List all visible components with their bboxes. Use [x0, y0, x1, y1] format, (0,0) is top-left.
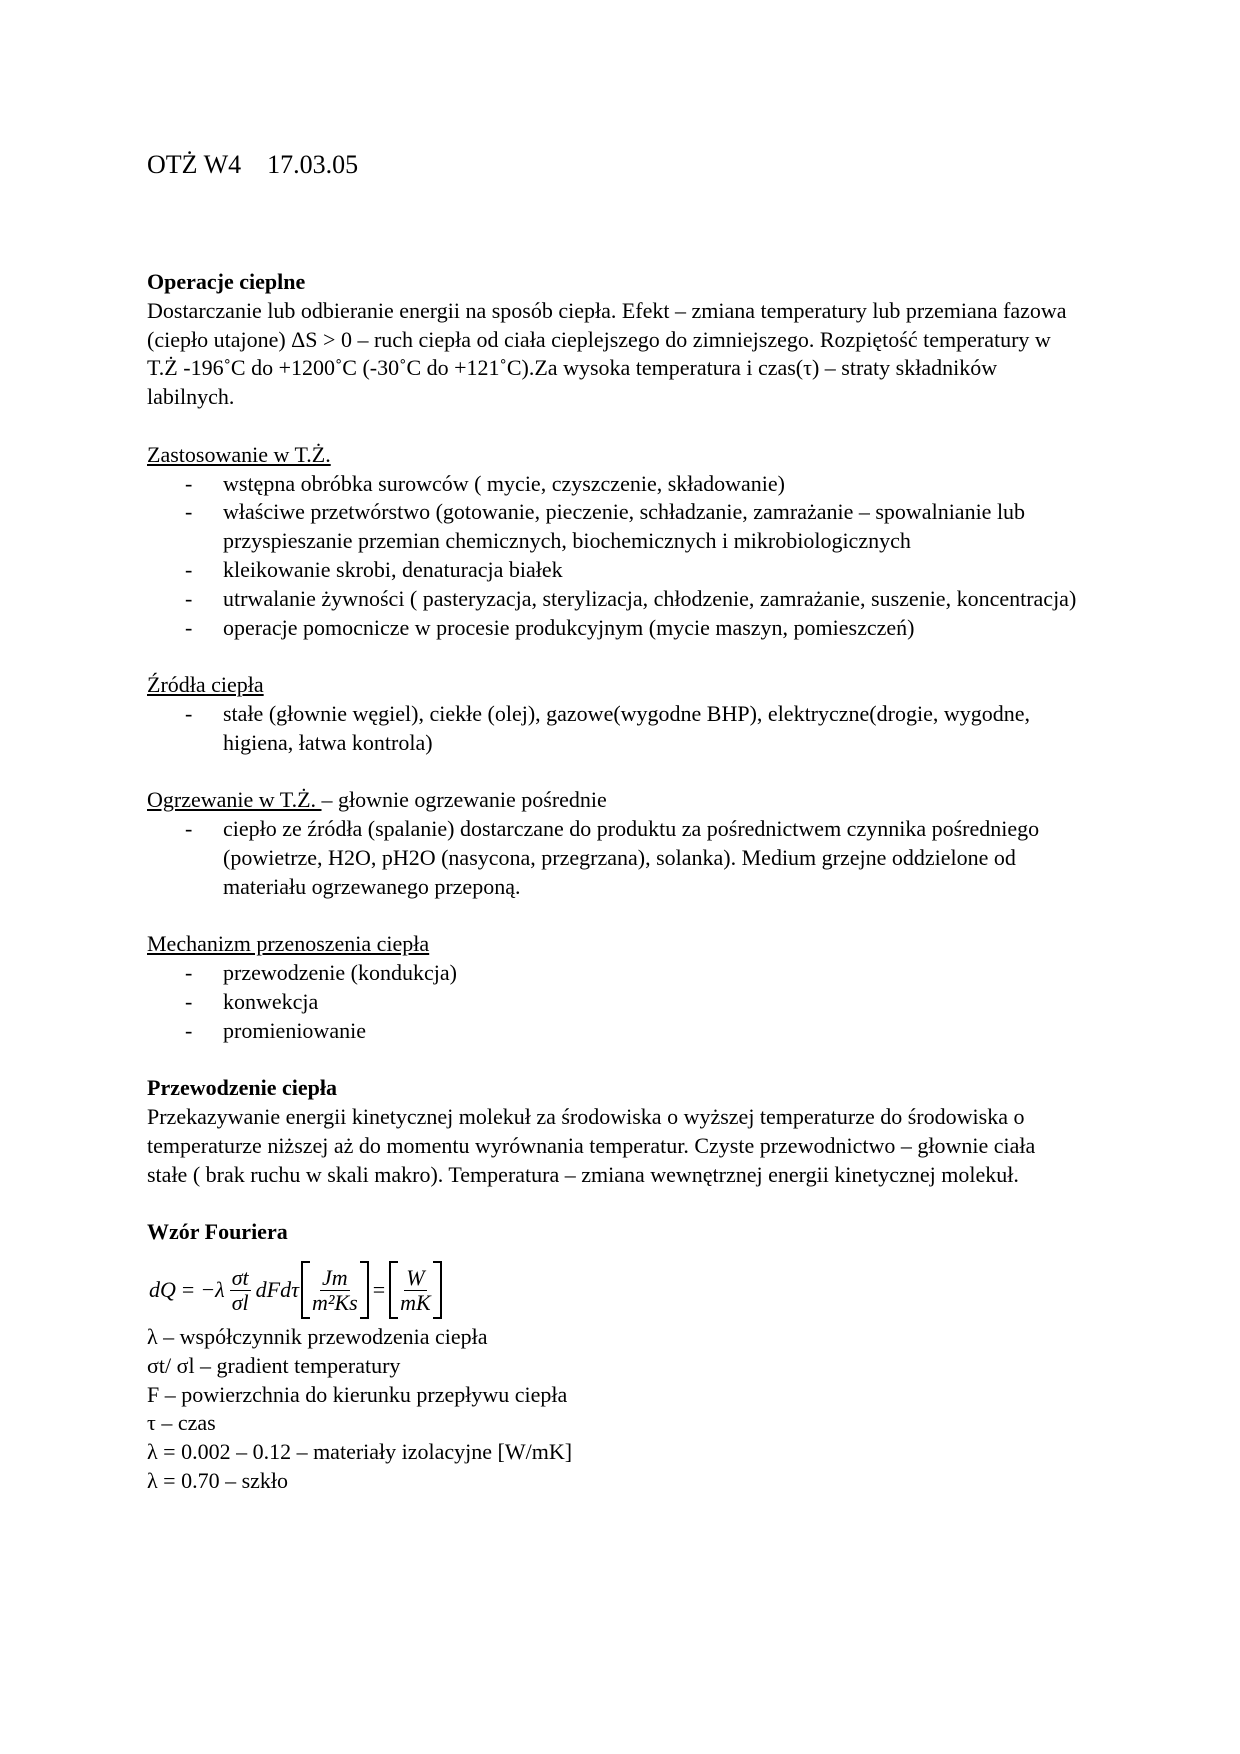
legend-line: σt/ σl – gradient temperatury [147, 1352, 401, 1378]
section-heading-operacje: Operacje cieplne [147, 269, 306, 294]
formula-unit-bracket-1 [301, 1261, 369, 1319]
formula-minus-lambda: −λ [200, 1276, 225, 1302]
section-heading-ogrzewanie-suffix: – głownie ogrzewanie pośrednie [321, 787, 607, 813]
list-item: - stałe (głownie węgiel), ciekłe (olej), gazowe(wygodne BHP), elektryczne(drogie, wygodne, higiena, łatwa kontrola) [185, 700, 1030, 755]
document-title: OTŻ W4 17.03.05 [147, 150, 359, 179]
list-item: - ciepło ze źródła (spalanie) dostarczane do produktu za pośrednictwem czynnika pośredniego (powietrze, H2O, pH2O (nasycona, przegrzana), solanka). Medium grzejne oddzielone od materiału ogrzewanego przeponą. [185, 816, 1040, 899]
list-item: - wstępna obróbka surowców ( mycie, czyszczenie, składowanie) [185, 470, 786, 496]
section-heading-przewodzenie: Przewodzenie ciepła [147, 1075, 337, 1101]
list-item: - właściwe przetwórstwo (gotowanie, pieczenie, schładzanie, zamrażanie – spowalnianie lub przyspieszanie przemian chemicznych, biochemicznych i mikrobiologicznych [185, 499, 1026, 554]
section-heading-zastosowanie: Zastosowanie w T.Ż. [147, 441, 331, 467]
section-heading-wzor: Wzór Fouriera [147, 1219, 288, 1245]
list-item: - kleikowanie skrobi, denaturacja białek [185, 556, 563, 582]
fourier-formula [147, 1257, 1077, 1323]
list-item: - operacje pomocnicze w procesie produkcyjnym (mycie maszyn, pomieszczeń) [185, 614, 915, 640]
formula-unit-bracket-2 [389, 1261, 442, 1319]
section-heading-zrodla: Źródła ciepła [147, 672, 264, 698]
list-zrodla [147, 700, 1077, 758]
section-body-operacje: Dostarczanie lub odbieranie energii na sposób ciepła. Efekt – zmiana temperatury lub przemiana fazowa (ciepło utajone) ΔS > 0 – ruch ciepła od ciała cieplejszego do zimniejszego. Rozpiętość temperatury w T.Ż -196˚C do +1200˚C (-30˚C do +121˚C).Za wysoka temperatura i czas(τ) – straty składników labilnych. [147, 297, 1067, 410]
formula-unit1-num: Jm [322, 1264, 348, 1290]
formula-mid: dFdτ [255, 1276, 299, 1302]
list-item: - utrwalanie żywności ( pasteryzacja, sterylizacja, chłodzenie, zamrażanie, suszenie, koncentracja) [185, 585, 1077, 611]
legend-line: λ – współczynnik przewodzenia ciepła [147, 1324, 488, 1350]
section-heading-ogrzewanie: Ogrzewanie w T.Ż. [147, 787, 322, 813]
legend-line: λ = 0.002 – 0.12 – materiały izolacyjne [W/mK] [147, 1439, 573, 1465]
formula-frac-num: σt [231, 1264, 249, 1290]
list-zastosowanie [147, 470, 1077, 643]
section-body-przewodzenie: Przekazywanie energii kinetycznej molekuł za środowiska o wyższej temperaturze do środowiska o temperaturze niższej aż do momentu wyrównania temperatur. Czyste przewodnictwo – głownie ciała stałe ( brak ruchu w skali makro). Temperatura – zmiana wewnętrznej energii kinetycznej molekuł. [147, 1104, 1036, 1187]
formula-unit2-den: mK [400, 1289, 431, 1315]
list-item: - przewodzenie (kondukcja) [185, 960, 457, 986]
list-ogrzewanie [147, 815, 1077, 901]
formula-equals: = [181, 1276, 195, 1302]
list-item: - promieniowanie [185, 1017, 366, 1043]
formula-gradient-fraction [230, 1266, 251, 1315]
formula-unit2-num: W [406, 1264, 425, 1290]
legend-line: τ – czas [147, 1410, 216, 1436]
formula-equals-2: = [372, 1276, 386, 1302]
legend-line: F – powierzchnia do kierunku przepływu ciepła [147, 1381, 568, 1407]
formula-frac-den: σl [231, 1289, 249, 1315]
list-mechanizm [147, 959, 1077, 1045]
section-heading-ogrzewanie-line [147, 786, 1077, 815]
document-body [147, 268, 1077, 1496]
formula-lhs: dQ [149, 1276, 176, 1302]
section-heading-mechanizm: Mechanizm przenoszenia ciepła [147, 931, 430, 957]
list-item: - konwekcja [185, 988, 319, 1014]
legend-line: λ = 0.70 – szkło [147, 1468, 289, 1494]
formula-unit1-den: m²Ks [311, 1289, 358, 1315]
